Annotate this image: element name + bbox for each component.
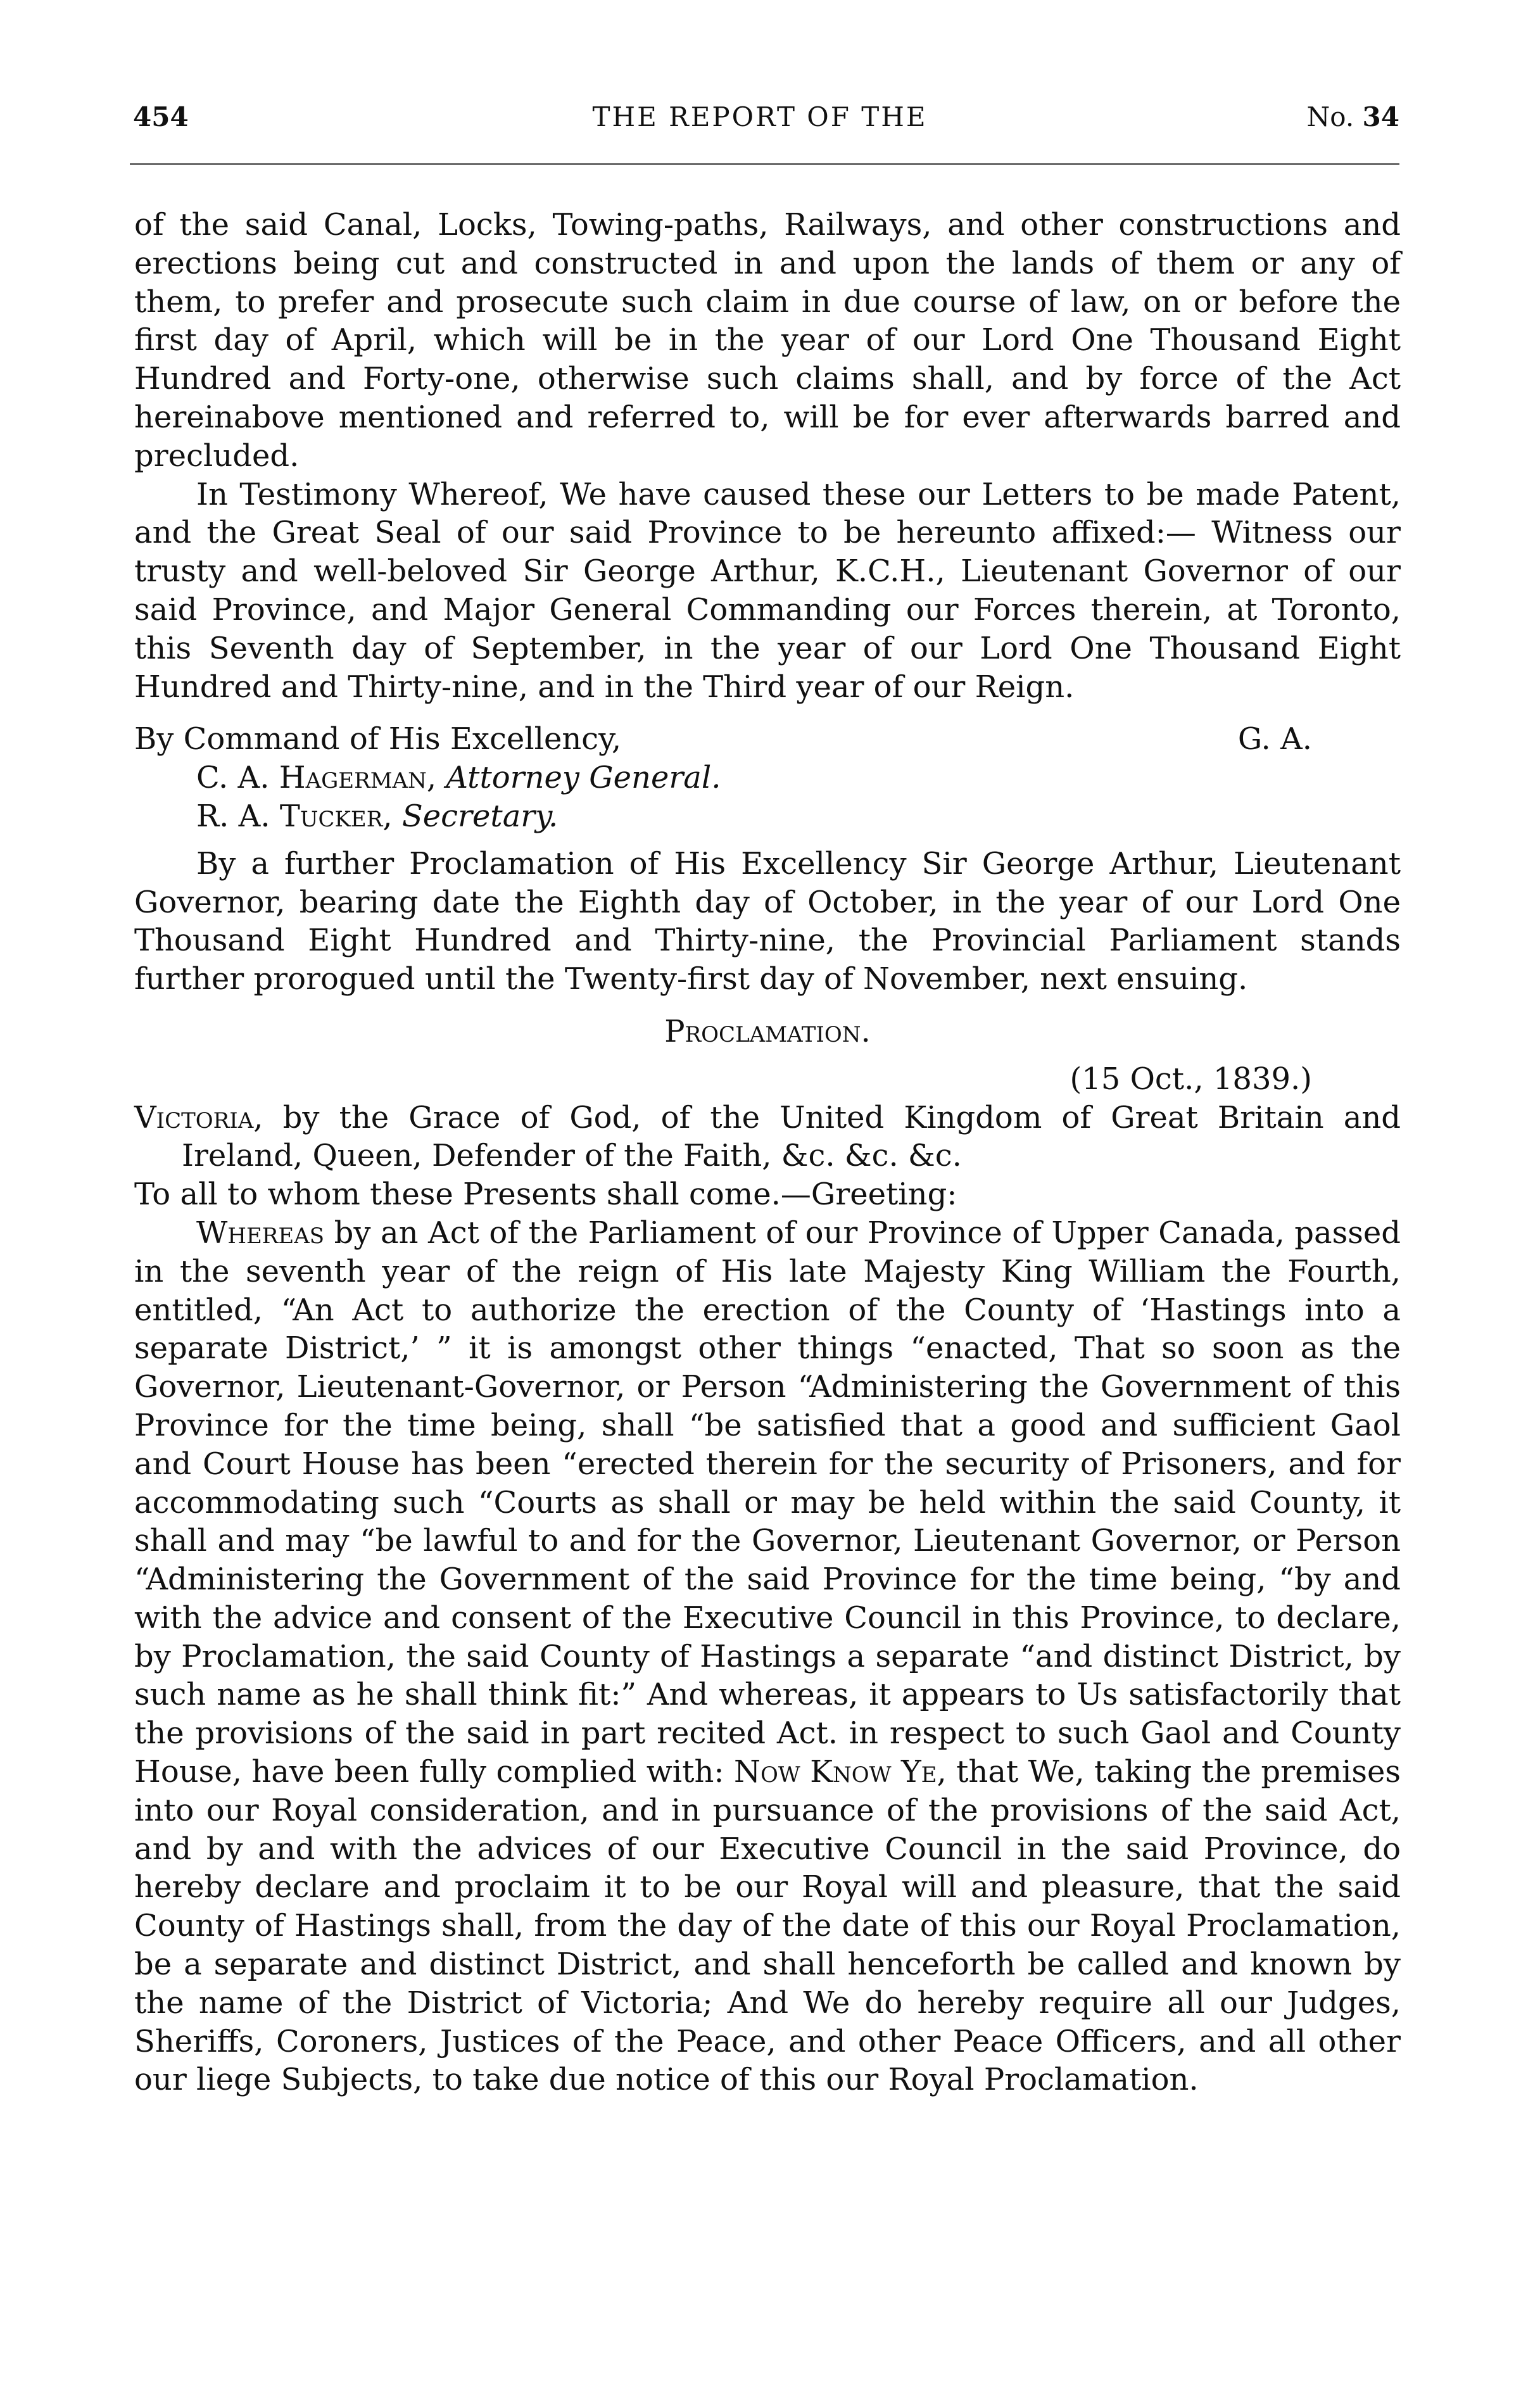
running-title: THE REPORT OF THE [592, 101, 928, 132]
paragraph-prorogation: By a further Proclamation of His Excellency Sir George Arthur, Lieutenant Governor, bearing date the Eighth day of October, in the year of our Lord One Thousand Eight Hundred and Thirty-nine, the Provincial Parliament stands further prorogued until the Twenty-first day of November, next ensuing. [134, 845, 1401, 997]
know-ye: Now Know Ye, [733, 1754, 947, 1790]
paragraph-victoria [134, 1099, 1401, 1176]
document-body [134, 206, 1401, 2099]
signature-hagerman [134, 759, 1401, 797]
sovereign-name: Victoria, [134, 1099, 263, 1135]
signatory-title: Secretary. [401, 798, 559, 834]
section-heading: Proclamation. [664, 1013, 871, 1049]
whereas-word: Whereas [196, 1215, 325, 1251]
signatory-name: R. A. Tucker, [196, 798, 393, 834]
initials: G. A. [1237, 721, 1312, 757]
running-header [120, 95, 1399, 139]
paragraph-testimony: In Testimony Whereof, We have caused these our Letters to be made Patent, and the Great Seal of our said Province to be hereunto affixed:— Witness our trusty and well-beloved Sir George Arthur, K.C.H., Lieutenant Governor of our said Province, and Major General Commanding our Forces therein, at Toronto, this Seventh day of September, in the year of our Lord One Thousand Eight Hundred and Thirty-nine, and in the Third year of our Reign. [134, 476, 1401, 705]
paragraph-whereas [134, 1214, 1401, 2099]
header-rule [130, 163, 1399, 165]
proclamation-date: (15 Oct., 1839.) [1070, 1061, 1312, 1097]
signature-tucker [134, 797, 1401, 836]
page-number: 454 [133, 101, 189, 132]
signatory-title: Attorney General. [446, 760, 721, 796]
issue-value: 34 [1362, 101, 1399, 132]
command-line [134, 720, 1401, 759]
paragraph-canal-claims: of the said Canal, Locks, Towing-paths, Railways, and other constructions and erections being cut and constructed in and upon the lands of them or any of them, to prefer and prosecute such claim in due course of law, on or before the first day of April, which will be in the year of our Lord One Thousand Eight Hundred and Forty-one, otherwise such claims shall, and by force of the Act hereinabove mentioned and referred to, will be for ever afterwards barred and precluded. [134, 207, 1401, 474]
signatory-name: C. A. Hagerman, [196, 760, 437, 796]
declaration-text: that We, taking the premises into our Royal consideration, and in pursuance of the provisions of the said Act, and by and with the advices of our Executive Council in the said Province, do hereby declare and proclaim it to be our Royal will and pleasure, that the said County of Hastings shall, from the day of the date of this our Royal Proclamation, be a separate and distinct District, and shall henceforth be called and known by the name of the District of Victoria; And We do hereby require all our Judges, Sheriffs, Coroners, Justices of the Peace, and other Peace Officers, and all other our liege Subjects, to take due notice of this our Royal Proclamation. [134, 1754, 1401, 2098]
issue-number [1307, 95, 1399, 139]
whereas-text: by an Act of the Parliament of our Province of Upper Canada, passed in the seventh year of the reign of His late Majesty King William the Fourth, entitled, “An Act to authorize the erection of the County of ‘Hastings into a separate District,’ ” it is amongst other things “enacted, That so soon as the Governor, Lieutenant-Governor, or Person “Administering the Government of this Province for the time being, shall “be satisfied that a good and sufficient Gaol and Court House has been “erected therein for the security of Prisoners, and for accommodating such “Courts as shall or may be held within the said County, it shall and may “be lawful to and for the Governor, Lieutenant Governor, or Person “Administering the Government of the said Province for the time being, “by and with the advice and consent of the Executive Council in this Province, to declare, by Proclamation, the said County of Hastings a separate “and distinct District, by such name as he shall think fit:” And whereas, it appears to Us satisfactorily that the provisions of the said in part recited Act. in respect to such Gaol and County House, have been fully complied with: [134, 1215, 1401, 1790]
greeting-line: To all to whom these Presents shall come.—Greeting: [134, 1177, 957, 1213]
sovereign-style: by the Grace of God, of the United Kingdom of Great Britain and Ireland, Queen, Defender of the Faith, &c. &c. &c. [182, 1099, 1401, 1174]
command-text: By Command of His Excellency, [134, 721, 622, 757]
issue-prefix: No. [1306, 101, 1354, 132]
